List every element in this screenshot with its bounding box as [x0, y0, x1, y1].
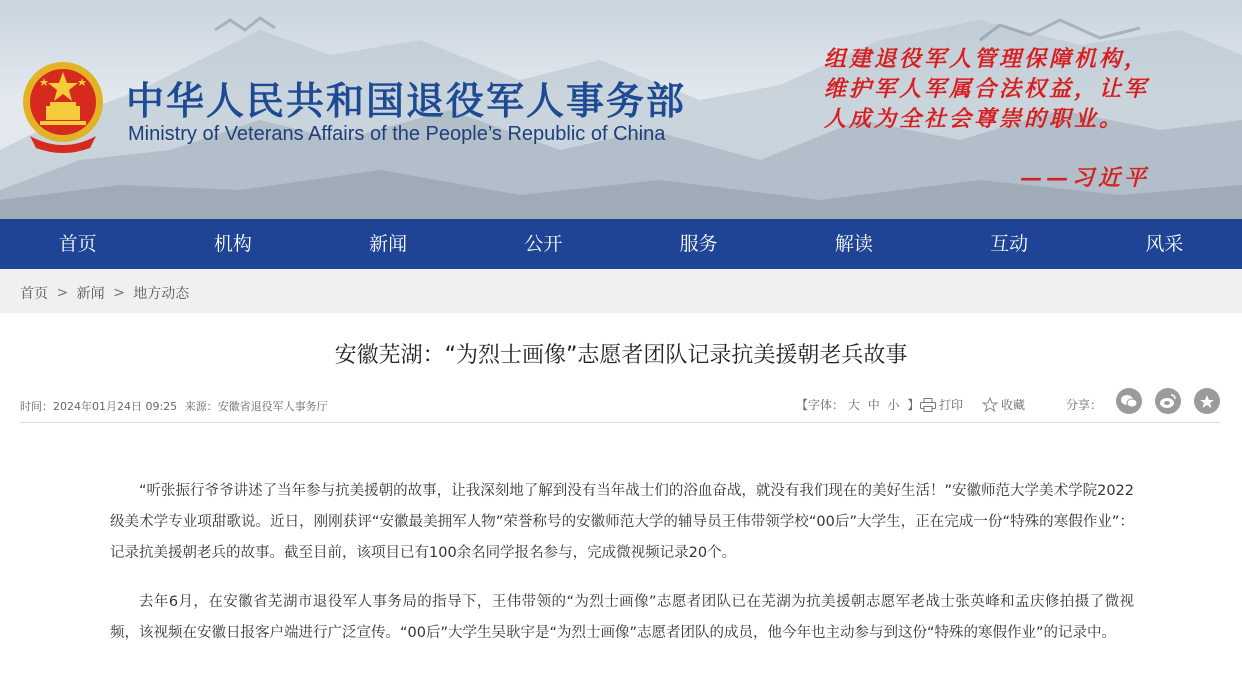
article-paragraph: 去年6月，在安徽省芜湖市退役军人事务局的指导下，王伟带领的“为烈士画像”志愿者团队已在芜湖为抗美援朝志愿军老战士张英峰和孟庆修拍摄了微视频，该视频在安徽日报客户端进行广泛宣传。“00后”大学生吴耿宇是“为烈士画像”志愿者团队的成员，他今年也主动参与到这份“特殊的寒假作业”的记录中。	[110, 594, 1134, 641]
nav-item-home[interactable]: 首页	[58, 233, 97, 255]
font-small-button[interactable]: 小	[887, 398, 900, 412]
breadcrumb-separator: >	[56, 285, 69, 301]
publish-time: 2024年01月24日 09:25	[53, 400, 178, 413]
site-subtitle: Ministry of Veterans Affairs of the People’s Republic of China	[128, 123, 666, 145]
weibo-share-button[interactable]	[1155, 388, 1181, 414]
print-label: 打印	[939, 398, 964, 412]
article-source: 安徽省退役军人事务厅	[217, 400, 328, 413]
breadcrumb-bar	[0, 269, 1242, 313]
nav-item-interaction[interactable]: 互动	[990, 233, 1029, 255]
favorite-share-button[interactable]	[1194, 388, 1220, 414]
wechat-icon	[1120, 394, 1138, 408]
font-large-button[interactable]: 大	[847, 398, 860, 412]
quote-author: ——习近平	[1020, 165, 1151, 191]
header-banner	[0, 0, 1242, 219]
site-title: 中华人民共和国退役军人事务部	[126, 78, 687, 123]
nav-item-showcase[interactable]: 风采	[1145, 233, 1184, 255]
nav-item-interpretation[interactable]: 解读	[834, 233, 873, 255]
nav-item-news[interactable]: 新闻	[369, 233, 408, 255]
font-tools-open: 【字体：	[796, 398, 845, 412]
breadcrumb	[20, 283, 189, 303]
favorite-label: 收藏	[1001, 398, 1026, 412]
time-label: 时间：	[20, 400, 53, 413]
nav-item-organization[interactable]: 机构	[213, 233, 252, 255]
main-nav	[0, 219, 1242, 269]
national-emblem-icon	[20, 58, 106, 154]
nav-item-services[interactable]: 服务	[679, 233, 718, 255]
share-label: 分享：	[1066, 398, 1103, 412]
wechat-share-button[interactable]	[1116, 388, 1142, 414]
breadcrumb-home[interactable]: 首页	[20, 286, 48, 302]
font-size-tools	[796, 396, 923, 413]
article-title: 安徽芜湖：“为烈士画像”志愿者团队记录抗美援朝老兵故事	[334, 343, 908, 368]
leader-quote: 组建退役军人管理保障机构，维护军人军属合法权益，让军人成为全社会尊崇的职业。	[824, 46, 1150, 132]
weibo-icon	[1159, 393, 1177, 409]
article-paragraph: “听张振行爷爷讲述了当年参与抗美援朝的故事，让我深刻地了解到没有当年战士们的浴血奋战，就没有我们现在的美好生活！”安徽师范大学美术学院2022级美术学专业项甜歌说。近日，刚刚获评“安徽最美拥军人物”荣誉称号的安徽师范大学的辅导员王伟带领学校“00后”大学生，正在完成一份“特殊的寒假作业”：记录抗美援朝老兵的故事。截至目前，该项目已有100余名同学报名参与，完成微视频记录20个。	[110, 483, 1134, 561]
article-body	[110, 476, 1134, 667]
print-button[interactable]	[920, 396, 963, 413]
favorite-button[interactable]	[982, 396, 1025, 413]
breadcrumb-local-news[interactable]: 地方动态	[133, 286, 190, 302]
star-icon	[982, 397, 998, 412]
article-meta	[20, 398, 328, 414]
star-share-icon	[1199, 394, 1215, 409]
meta-divider	[20, 422, 1220, 423]
font-tools-close: 】	[907, 398, 920, 412]
nav-item-public[interactable]: 公开	[524, 233, 563, 255]
breadcrumb-separator: >	[113, 285, 125, 301]
printer-icon	[920, 398, 936, 412]
font-medium-button[interactable]: 中	[867, 398, 880, 412]
source-label: 来源：	[184, 400, 218, 413]
breadcrumb-news[interactable]: 新闻	[76, 286, 105, 302]
